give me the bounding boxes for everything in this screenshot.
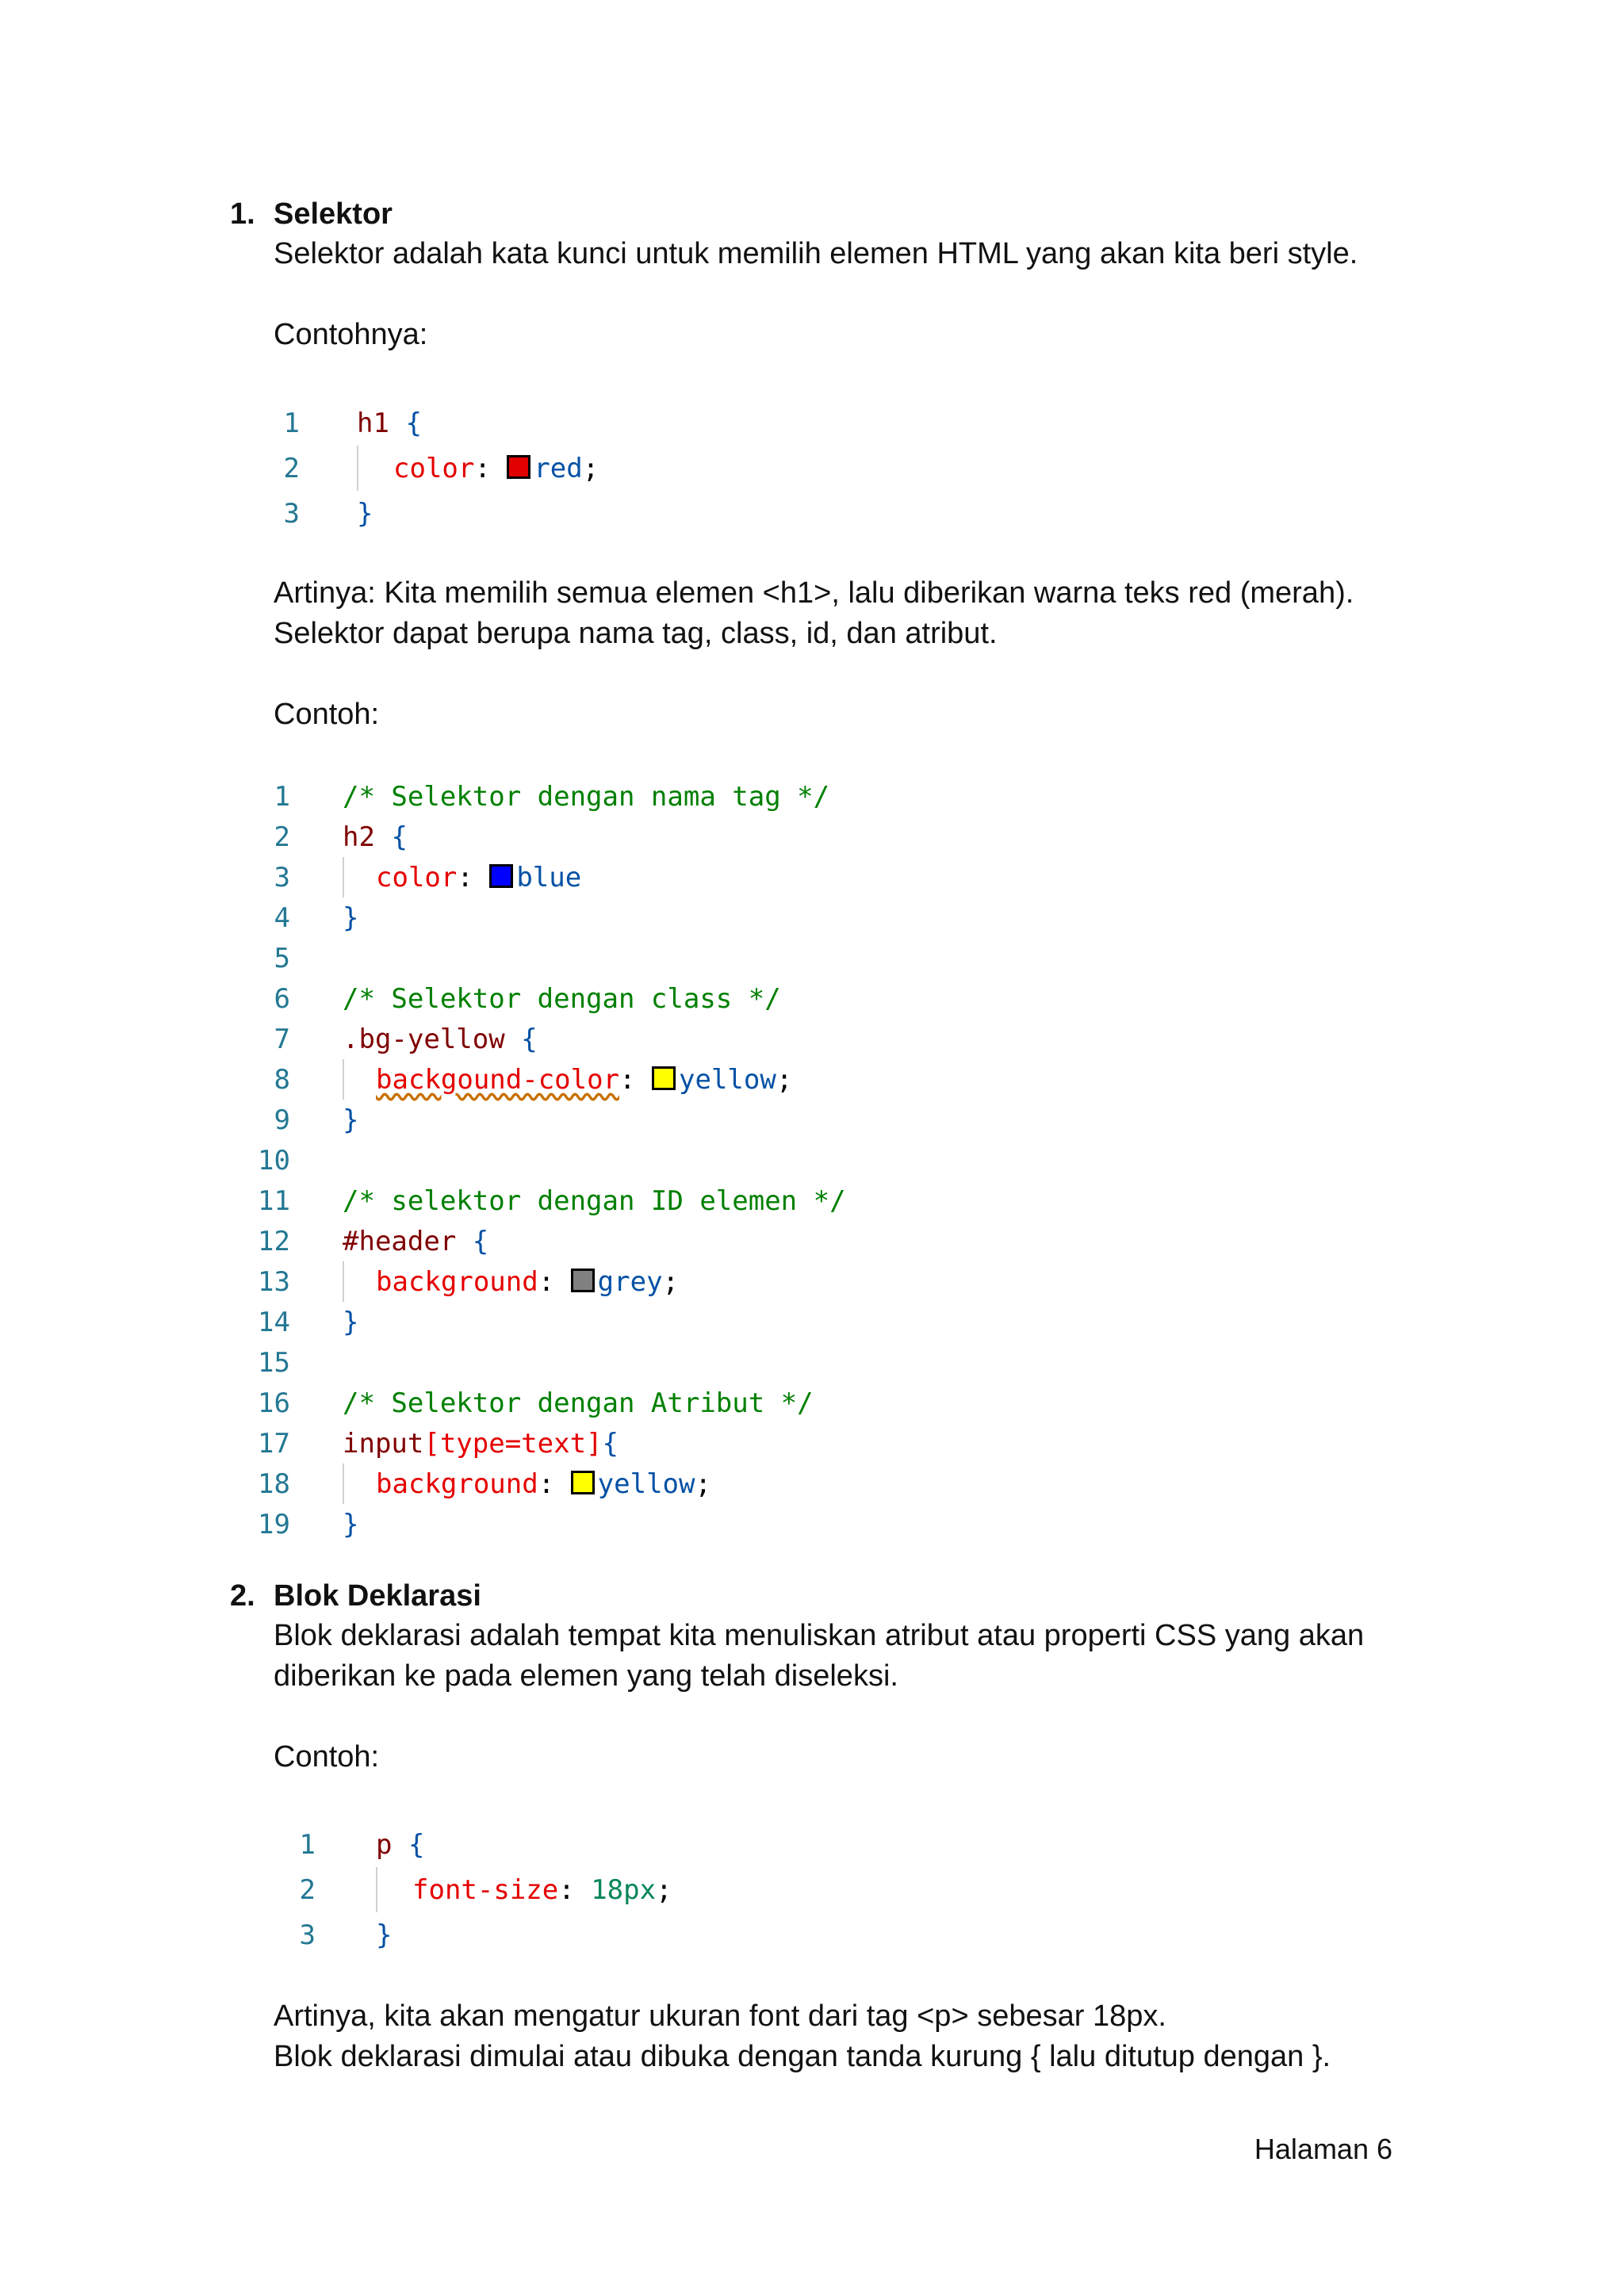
section-intro: diberikan ke pada elemen yang telah diseleksi. bbox=[274, 1659, 898, 1693]
explain-line: Artinya, kita akan mengatur ukuran font dari tag <p> sebesar 18px. bbox=[274, 1999, 1166, 2033]
code-open-brace: { bbox=[408, 1828, 425, 1861]
code-close-brace: } bbox=[343, 1508, 359, 1540]
code-property: color bbox=[376, 861, 458, 894]
code-close-brace: } bbox=[343, 1306, 359, 1338]
line-number: 19 bbox=[258, 1508, 290, 1540]
color-swatch bbox=[507, 455, 530, 479]
code-line bbox=[252, 1221, 846, 1261]
line-number: 4 bbox=[274, 901, 290, 934]
line-number: 11 bbox=[258, 1184, 290, 1217]
color-swatch bbox=[489, 864, 513, 888]
indent-guide bbox=[343, 1464, 376, 1504]
line-number: 3 bbox=[283, 497, 300, 530]
line-number: 17 bbox=[258, 1427, 290, 1460]
code-selector: .bg-yellow bbox=[343, 1023, 505, 1055]
code-line bbox=[252, 1140, 846, 1181]
code-line bbox=[270, 491, 599, 536]
selektor-explanation bbox=[230, 573, 1419, 735]
line-number: 13 bbox=[258, 1265, 290, 1298]
line-number: 2 bbox=[299, 1873, 316, 1906]
explain-line: Blok deklarasi dimulai atau dibuka dengan tanda kurung { lalu ditutup dengan }. bbox=[274, 2040, 1331, 2073]
example-label: Contoh: bbox=[274, 698, 380, 731]
line-number: 6 bbox=[274, 982, 290, 1015]
code-line bbox=[252, 1383, 846, 1423]
code-comment: /* Selektor dengan class */ bbox=[343, 982, 781, 1015]
code-selector: h2 bbox=[343, 821, 375, 853]
code-line bbox=[285, 1822, 672, 1867]
line-number: 9 bbox=[274, 1104, 290, 1136]
code-line: 3 color : blue bbox=[252, 857, 846, 897]
page-number: Halaman 6 bbox=[1254, 2133, 1392, 2165]
line-number: 18 bbox=[258, 1468, 290, 1500]
code-selector: input bbox=[343, 1427, 424, 1460]
code-line: 18 background : yellow ; bbox=[252, 1464, 846, 1504]
code-line bbox=[285, 1912, 672, 1957]
code-property: background bbox=[376, 1265, 538, 1298]
code-line bbox=[252, 1342, 846, 1383]
code-line bbox=[252, 897, 846, 938]
code-line bbox=[252, 1100, 846, 1140]
section-number: 2. bbox=[230, 1579, 255, 1613]
code-value: grey bbox=[597, 1265, 663, 1298]
example-label: Contoh: bbox=[274, 1740, 380, 1774]
section-intro: Blok deklarasi adalah tempat kita menuliskan atribut atau properti CSS yang akan bbox=[274, 1619, 1365, 1652]
code-selector: h1 bbox=[357, 407, 389, 439]
section-heading bbox=[230, 194, 1419, 234]
code-property: backgound-color bbox=[376, 1063, 620, 1096]
code-open-brace: { bbox=[391, 821, 408, 853]
code-property: color bbox=[393, 452, 475, 484]
code-line: 2 color : red ; bbox=[270, 446, 599, 491]
line-number: 1 bbox=[283, 407, 300, 439]
code-line bbox=[252, 776, 846, 817]
line-number: 2 bbox=[274, 821, 290, 853]
code-value: 18px bbox=[591, 1873, 657, 1906]
section-title: Selektor bbox=[274, 197, 393, 231]
code-close-brace: } bbox=[343, 901, 359, 934]
indent-guide bbox=[343, 857, 376, 897]
code-line: 2 font-size : 18px ; bbox=[285, 1867, 672, 1912]
code-line bbox=[252, 1302, 846, 1342]
code-value: yellow bbox=[679, 1063, 776, 1096]
section-blok-deklarasi bbox=[230, 1576, 1419, 1777]
code-open-brace: { bbox=[602, 1427, 619, 1460]
indent-guide bbox=[357, 446, 393, 491]
code-close-brace: } bbox=[343, 1104, 359, 1136]
code-value: yellow bbox=[597, 1468, 695, 1500]
code-line: 13 background : grey ; bbox=[252, 1261, 846, 1302]
code-block-h1 bbox=[270, 400, 599, 536]
code-value: red bbox=[534, 452, 583, 484]
line-number: 12 bbox=[258, 1225, 290, 1257]
code-line bbox=[252, 1019, 846, 1059]
line-number: 5 bbox=[274, 942, 290, 974]
code-open-brace: { bbox=[472, 1225, 489, 1257]
code-attribute-selector: [type=text] bbox=[423, 1427, 603, 1460]
code-line bbox=[270, 400, 599, 446]
line-number: 2 bbox=[283, 452, 300, 484]
indent-guide bbox=[343, 1059, 376, 1100]
indent-guide bbox=[376, 1867, 412, 1912]
line-number: 16 bbox=[258, 1387, 290, 1419]
code-line bbox=[252, 978, 846, 1019]
line-number: 1 bbox=[299, 1828, 316, 1861]
code-line bbox=[252, 938, 846, 978]
code-line bbox=[252, 817, 846, 857]
indent-guide bbox=[343, 1261, 376, 1302]
code-selector: #header bbox=[343, 1225, 457, 1257]
code-comment: /* selektor dengan ID elemen */ bbox=[343, 1184, 846, 1217]
line-number: 7 bbox=[274, 1023, 290, 1055]
section-selektor bbox=[230, 194, 1419, 355]
code-property: font-size bbox=[412, 1873, 559, 1906]
section-heading bbox=[230, 1576, 1419, 1616]
code-line bbox=[252, 1504, 846, 1544]
code-value: blue bbox=[516, 861, 582, 894]
code-line bbox=[252, 1181, 846, 1221]
color-swatch bbox=[571, 1269, 595, 1292]
code-line: 8 backgound-color : yellow ; bbox=[252, 1059, 846, 1100]
code-block-p bbox=[285, 1822, 672, 1957]
line-number: 1 bbox=[274, 780, 290, 813]
explain-line: Artinya: Kita memilih semua elemen <h1>, lalu diberikan warna teks red (merah). bbox=[274, 576, 1354, 610]
code-comment: /* Selektor dengan nama tag */ bbox=[343, 780, 830, 813]
color-swatch bbox=[652, 1066, 676, 1090]
line-number: 10 bbox=[258, 1144, 290, 1177]
line-number: 15 bbox=[258, 1346, 290, 1379]
code-property: background bbox=[376, 1468, 538, 1500]
code-open-brace: { bbox=[405, 407, 422, 439]
section-title: Blok Deklarasi bbox=[274, 1579, 481, 1613]
section-intro: Selektor adalah kata kunci untuk memilih elemen HTML yang akan kita beri style. bbox=[274, 237, 1358, 270]
blok-explanation bbox=[230, 1996, 1419, 2077]
code-comment: /* Selektor dengan Atribut */ bbox=[343, 1387, 814, 1419]
line-number: 3 bbox=[299, 1919, 316, 1951]
explain-line: Selektor dapat berupa nama tag, class, id, dan atribut. bbox=[274, 617, 998, 650]
line-number: 14 bbox=[258, 1306, 290, 1338]
code-selector: p bbox=[376, 1828, 393, 1861]
code-open-brace: { bbox=[521, 1023, 538, 1055]
line-number: 8 bbox=[274, 1063, 290, 1096]
example-label: Contohnya: bbox=[274, 318, 428, 351]
code-block-selectors bbox=[252, 776, 846, 1544]
section-number: 1. bbox=[230, 197, 255, 231]
code-line bbox=[252, 1423, 846, 1464]
color-swatch bbox=[571, 1471, 595, 1494]
code-close-brace: } bbox=[376, 1919, 393, 1951]
line-number: 3 bbox=[274, 861, 290, 894]
code-close-brace: } bbox=[357, 497, 373, 530]
